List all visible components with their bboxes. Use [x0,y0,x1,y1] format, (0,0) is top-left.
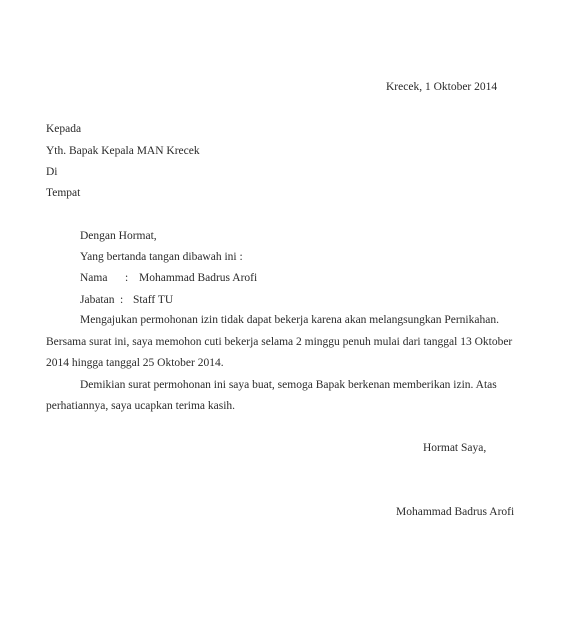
body-paragraph-2-line-2: 2014 hingga tanggal 25 Oktober 2014. [46,357,224,369]
signature-name: Mohammad Badrus Arofi [396,506,515,518]
field-nama-value: Mohammad Badrus Arofi [139,272,258,284]
recipient-tempat: Tempat [46,187,81,199]
field-jabatan-value: Staff TU [133,294,174,306]
field-nama-separator: : [125,272,129,284]
field-jabatan-label: Jabatan [80,294,115,306]
body-paragraph-2-line-1: Bersama surat ini, saya memohon cuti bekerja selama 2 minggu penuh mulai dari tanggal 13 Oktober [46,336,513,348]
greeting: Dengan Hormat, [80,230,157,242]
closing-text: Hormat Saya, [423,442,487,454]
recipient-name: Yth. Bapak Kepala MAN Krecek [46,145,200,157]
field-jabatan-separator: : [120,294,124,306]
recipient-kepada: Kepada [46,123,82,135]
intro-text: Yang bertanda tangan dibawah ini : [80,251,243,263]
body-paragraph-3-line-2: perhatiannya, saya ucapkan terima kasih. [46,400,236,412]
recipient-di: Di [46,166,58,178]
letter-date: Krecek, 1 Oktober 2014 [386,81,498,93]
body-paragraph-1: Mengajukan permohonan izin tidak dapat bekerja karena akan melangsungkan Pernikahan. [80,314,499,326]
body-paragraph-3-line-1: Demikian surat permohonan ini saya buat, semoga Bapak berkenan memberikan izin. Atas [80,379,497,391]
field-nama-label: Nama [80,272,108,284]
